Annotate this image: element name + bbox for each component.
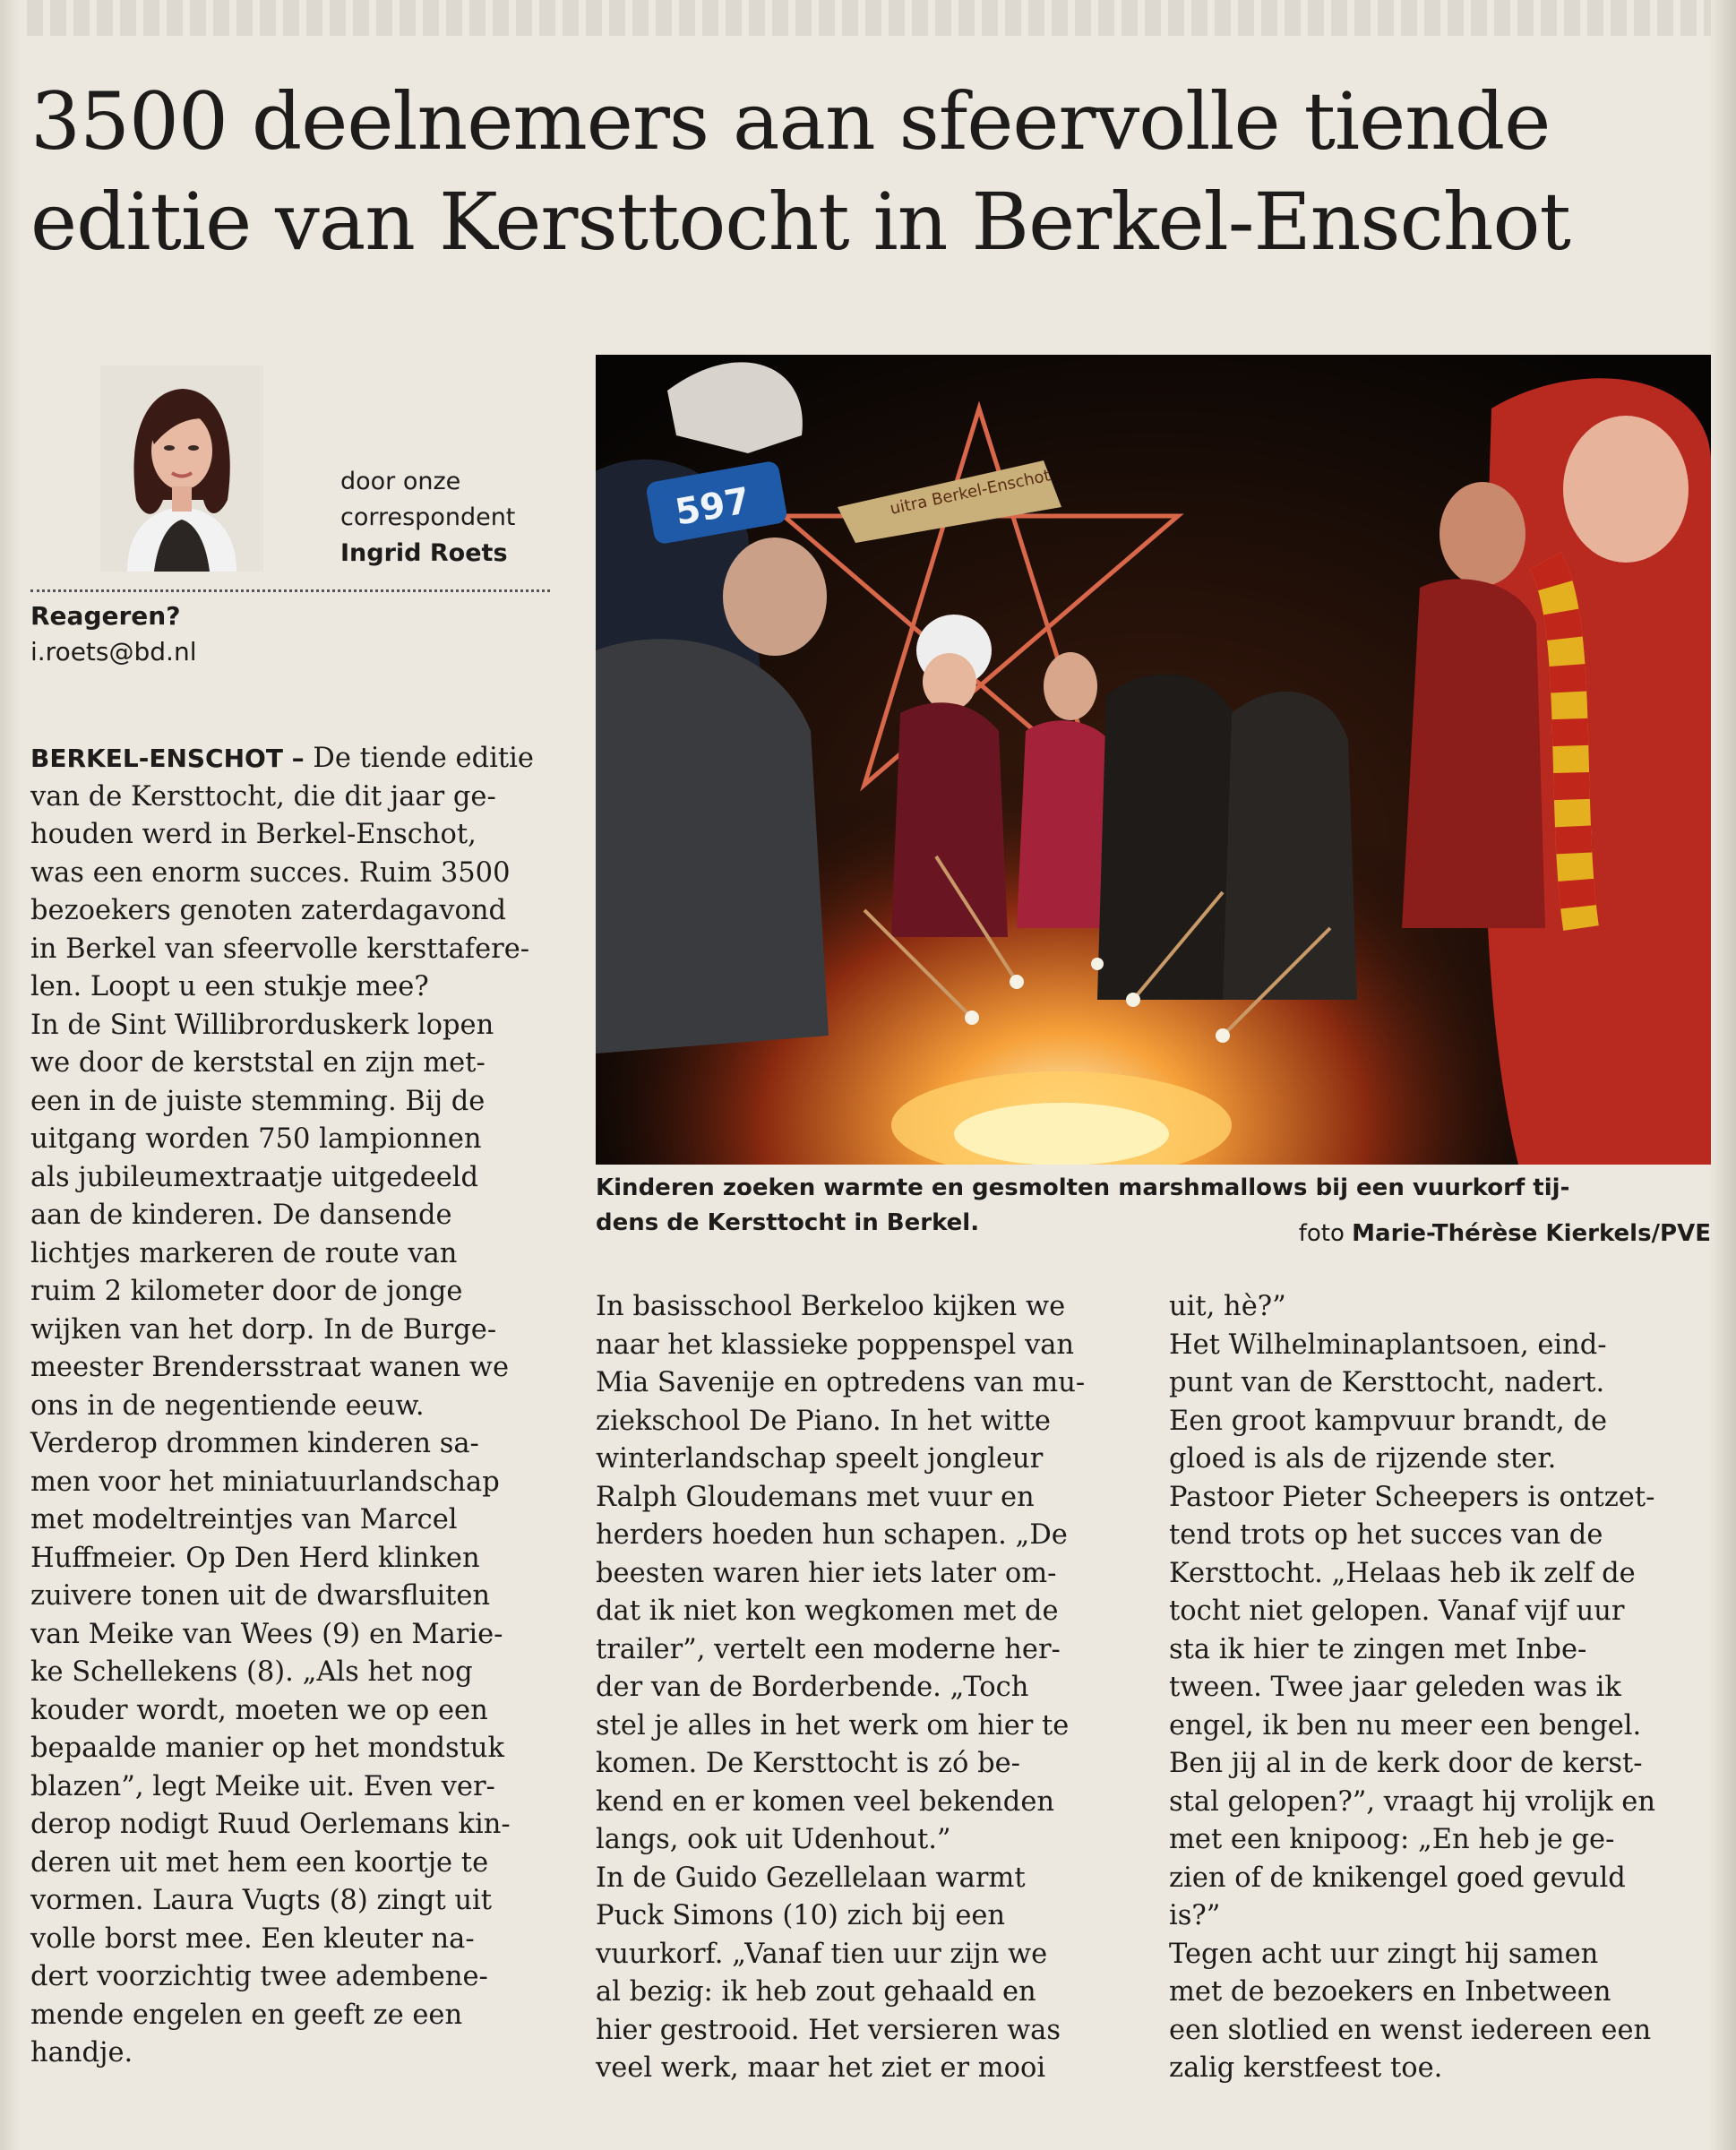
article-line: der van de Borderbende. „Toch xyxy=(596,1672,1029,1703)
article-line: engel, ik ben nu meer een bengel. xyxy=(1169,1709,1642,1742)
respond-box xyxy=(30,598,550,670)
caption-line-2: dens de Kersttocht in Berkel. xyxy=(596,1209,980,1236)
credit-name: Marie-Thérèse Kierkels/PVE xyxy=(1352,1220,1711,1247)
banner-text: uitra Berkel-Enschot xyxy=(888,466,1053,519)
article-line: vormen. Laura Vugts (8) zingt uit xyxy=(30,1885,493,1916)
article-line: deren uit met hem een koortje te xyxy=(30,1846,489,1879)
byline xyxy=(340,464,555,572)
article-line: we door de kerststal en zijn met- xyxy=(30,1047,486,1079)
photo-scene xyxy=(596,355,1711,1165)
article-line: van de Kersttocht, die dit jaar ge- xyxy=(30,780,496,813)
article-line: beesten waren hier iets later om- xyxy=(596,1557,1057,1589)
article-line: zien of de knikengel goed gevuld xyxy=(1169,1862,1626,1894)
article-line: Ralph Gloudemans met vuur en xyxy=(596,1481,1035,1513)
article-line: aan de kinderen. De dansende xyxy=(30,1200,452,1231)
article-line: uit, hè?” xyxy=(1169,1291,1286,1322)
article-line: meester Brendersstraat wanen we xyxy=(30,1352,510,1383)
headline-line-1: 3500 deelnemers aan sfeervolle tiende xyxy=(30,75,1551,168)
article-line: bepaalde manier op het mondstuk xyxy=(30,1733,505,1764)
article-line: In de Sint Willibrorduskerk lopen xyxy=(30,1009,494,1041)
article-line: herders hoeden hun schapen. „De xyxy=(596,1519,1068,1551)
article-line: stel je alles in het werk om hier te xyxy=(596,1709,1070,1742)
correspondent-portrait xyxy=(100,366,263,572)
article-line: van Meike van Wees (9) en Marie- xyxy=(30,1618,503,1650)
article-line: langs, ook uit Udenhout.” xyxy=(596,1824,951,1855)
dateline: BERKEL-ENSCHOT – xyxy=(30,744,305,773)
bib-number: 597 xyxy=(672,479,753,534)
portrait-image xyxy=(100,366,263,572)
article-line: Een groot kampvuur brandt, de xyxy=(1169,1405,1608,1437)
article-line: tocht niet gelopen. Vanaf vijf uur xyxy=(1169,1595,1625,1627)
caption-line-1: Kinderen zoeken warmte en gesmolten marshmallows bij een vuurkorf tij- xyxy=(596,1174,1570,1201)
article-line: gloed is als de rijzende ster. xyxy=(1169,1443,1557,1475)
article-line: mende engelen en geeft ze een xyxy=(30,1999,463,2031)
article-column-2 xyxy=(596,1288,1142,2088)
article-line: Huffmeier. Op Den Herd klinken xyxy=(30,1542,480,1574)
headline-line-2: editie van Kersttocht in Berkel-Enschot xyxy=(30,176,1570,268)
byline-author: Ingrid Roets xyxy=(340,539,508,567)
article-line: kend en er komen veel bekenden xyxy=(596,1785,1055,1818)
article-line: blazen”, legt Meike uit. Even ver- xyxy=(30,1770,495,1802)
article-line: trailer”, vertelt een moderne her- xyxy=(596,1633,1061,1665)
article-line: met een knipoog: „En heb je ge- xyxy=(1169,1824,1615,1855)
article-line: Verderop drommen kinderen sa- xyxy=(30,1428,479,1459)
article-line: volle borst mee. Een kleuter na- xyxy=(30,1922,475,1955)
article-line: is?” xyxy=(1169,1900,1221,1931)
article-line: men voor het miniatuurlandschap xyxy=(30,1466,500,1498)
credit-label: foto xyxy=(1298,1220,1345,1247)
neighbouring-article-remnant xyxy=(27,0,1711,36)
article-line: een slotlied en wenst iedereen een xyxy=(1169,2014,1652,2046)
byline-line-1: door onze xyxy=(340,468,461,495)
article-line: met de bezoekers en Inbetween xyxy=(1169,1976,1611,2008)
article-line: derop nodigt Ruud Oerlemans kin- xyxy=(30,1809,511,1840)
article-line: ziekschool De Piano. In het witte xyxy=(596,1405,1051,1437)
article-line: was een enorm succes. Ruim 3500 xyxy=(30,856,511,889)
article-line: In de Guido Gezellelaan warmt xyxy=(596,1862,1026,1894)
article-line: dat ik niet kon wegkomen met de xyxy=(596,1595,1059,1627)
article-line: vuurkorf. „Vanaf tien uur zijn we xyxy=(596,1938,1048,1970)
article-line: punt van de Kersttocht, nadert. xyxy=(1169,1367,1605,1398)
article-line: al bezig: ik heb zout gehaald en xyxy=(596,1976,1036,2008)
article-line: als jubileumextraatje uitgedeeld xyxy=(30,1161,479,1193)
article-line: Het Wilhelminaplantsoen, eind- xyxy=(1169,1329,1607,1361)
respond-email[interactable]: i.roets@bd.nl xyxy=(30,637,197,666)
headline xyxy=(30,72,1715,272)
article-line: zuivere tonen uit de dwarsfluiten xyxy=(30,1580,491,1612)
article-line: stal gelopen?”, vraagt hij vrolijk en xyxy=(1169,1785,1655,1818)
article-photo xyxy=(596,355,1711,1165)
article-line: veel werk, maar het ziet er mooi xyxy=(596,2052,1046,2084)
article-line: ke Schellekens (8). „Als het nog xyxy=(30,1656,473,1688)
photo-credit xyxy=(1254,1216,1711,1251)
article-line: hier gestrooid. Het versieren was xyxy=(596,2014,1061,2046)
article-line: met modeltreintjes van Marcel xyxy=(30,1504,458,1535)
article-line: komen. De Kersttocht is zó be- xyxy=(596,1748,1020,1779)
article-line: ons in de negentiende eeuw. xyxy=(30,1389,425,1422)
article-line: Kersttocht. „Helaas heb ik zelf de xyxy=(1169,1557,1636,1589)
article-line: een in de juiste stemming. Bij de xyxy=(30,1085,486,1117)
article-line: In basisschool Berkeloo kijken we xyxy=(596,1291,1066,1322)
article-line: dert voorzichtig twee adembene- xyxy=(30,1961,488,1992)
article-column-1 xyxy=(30,740,568,2073)
article-line: Puck Simons (10) zich bij een xyxy=(596,1900,1006,1931)
divider xyxy=(30,589,550,592)
lead-text: De tiende editie xyxy=(304,743,534,774)
article-line: Mia Savenije en optredens van mu- xyxy=(596,1367,1086,1398)
article-line: ruim 2 kilometer door de jonge xyxy=(30,1276,463,1307)
article-line: bezoekers genoten zaterdagavond xyxy=(30,895,507,926)
article-line: handje. xyxy=(30,2037,133,2068)
article-line xyxy=(30,740,568,778)
article-line: naar het klassieke poppenspel van xyxy=(596,1329,1075,1361)
article-line: len. Loopt u een stukje mee? xyxy=(30,971,429,1002)
article-column-3 xyxy=(1169,1288,1715,2088)
article-line: winterlandschap speelt jongleur xyxy=(596,1443,1044,1475)
paper-edge-left xyxy=(0,0,20,2150)
byline-line-2: correspondent xyxy=(340,503,516,531)
article-line: kouder wordt, moeten we op een xyxy=(30,1694,488,1726)
article-line: lichtjes markeren de route van xyxy=(30,1237,458,1269)
article-line: houden werd in Berkel-Enschot, xyxy=(30,819,477,850)
article-line: uitgang worden 750 lampionnen xyxy=(30,1123,482,1155)
article-line: sta ik hier te zingen met Inbe- xyxy=(1169,1633,1587,1665)
article-line: tween. Twee jaar geleden was ik xyxy=(1169,1672,1621,1703)
article-line: in Berkel van sfeervolle kersttafere- xyxy=(30,933,530,965)
article-line: wijken van het dorp. In de Burge- xyxy=(30,1313,497,1346)
article-line: Ben jij al in de kerk door de kerst- xyxy=(1169,1748,1643,1779)
article-line: tend trots op het succes van de xyxy=(1169,1519,1603,1551)
article-line: zalig kerstfeest toe. xyxy=(1169,2052,1443,2084)
respond-label: Reageren? xyxy=(30,601,181,631)
article-line: Pastoor Pieter Scheepers is ontzet- xyxy=(1169,1481,1655,1513)
article-line: Tegen acht uur zingt hij samen xyxy=(1169,1938,1599,1970)
